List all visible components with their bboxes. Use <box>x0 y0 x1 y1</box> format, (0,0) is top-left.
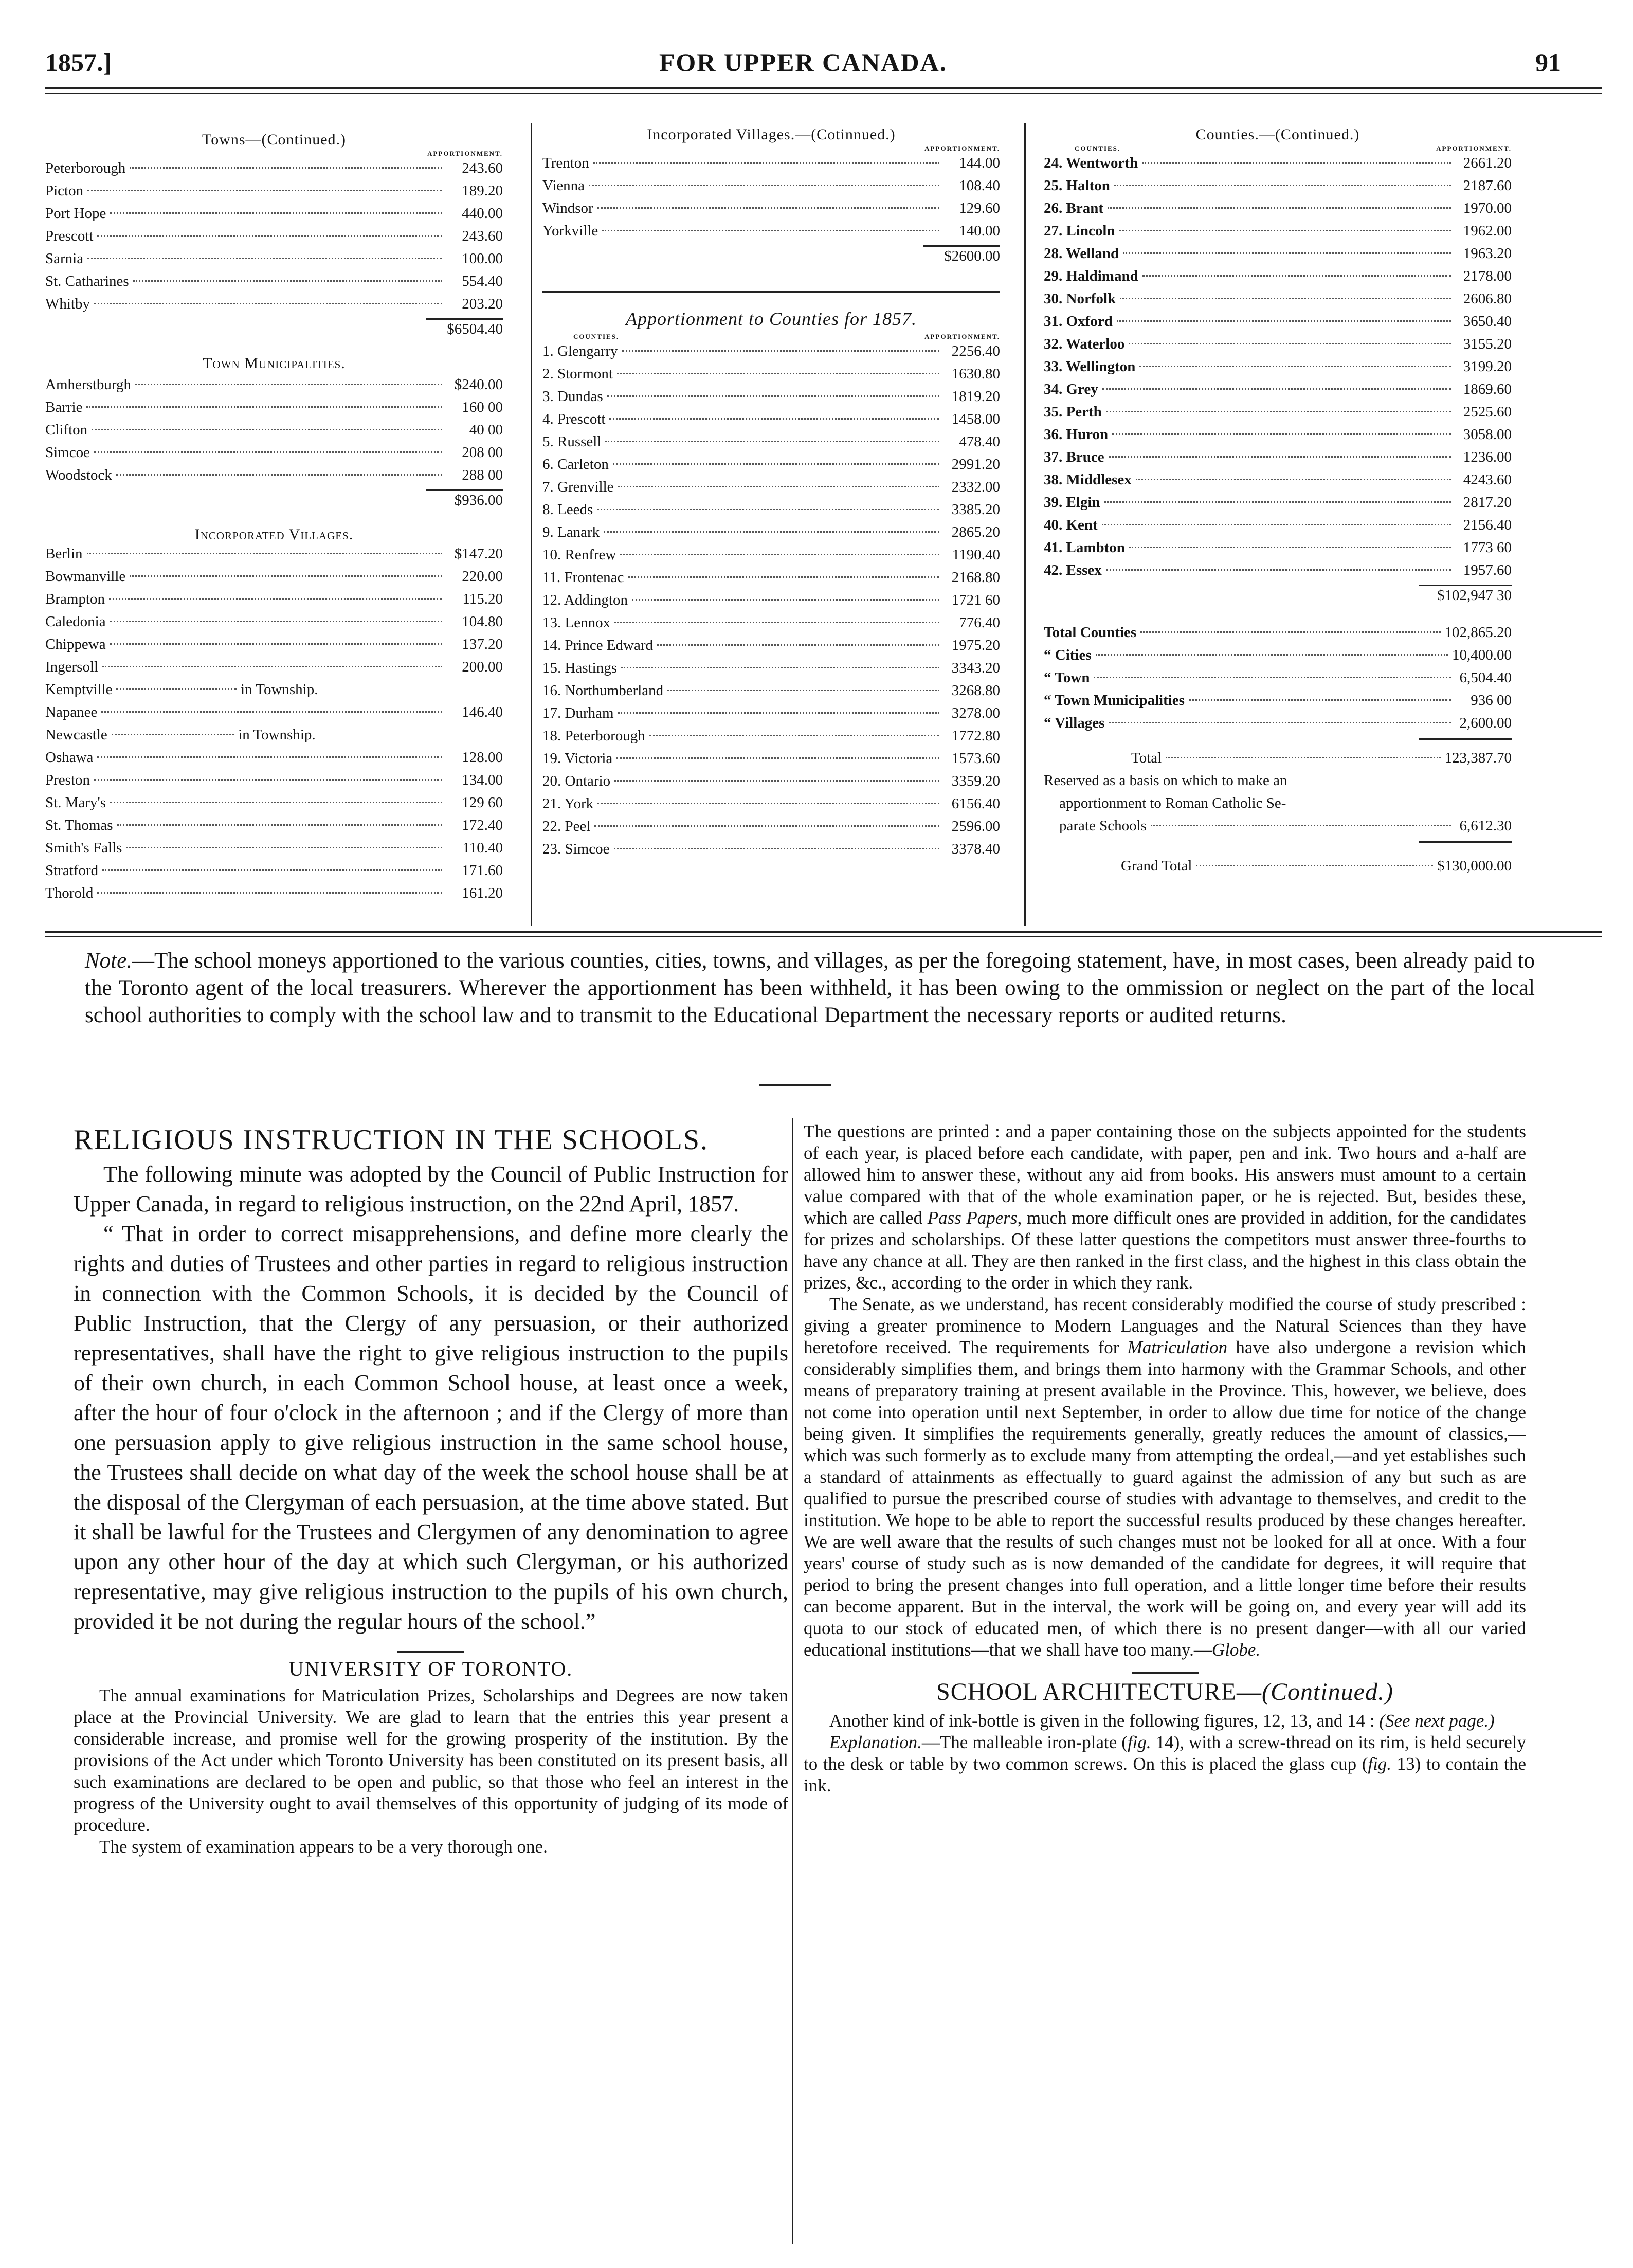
row-label: Vienna <box>542 177 585 194</box>
table-row <box>542 155 1000 177</box>
row-value: 2187.60 <box>1463 177 1512 194</box>
table-row <box>542 728 1000 750</box>
row-value: 220.00 <box>462 568 503 585</box>
row-label: Yorkville <box>542 223 598 239</box>
row-label: 16. Northumberland <box>542 682 664 699</box>
row-value: 3278.00 <box>951 705 1000 721</box>
row-label: Woodstock <box>45 467 112 483</box>
university-title: UNIVERSITY OF TORONTO. <box>288 1657 573 1680</box>
row-value: 6156.40 <box>951 795 1000 812</box>
table-row <box>1044 562 1512 585</box>
counties-cont-col-b: APPORTIONMENT. <box>1436 144 1512 152</box>
row-value: 1630.80 <box>951 366 1000 382</box>
row-value: 4243.60 <box>1463 471 1512 488</box>
table-row <box>542 200 1000 223</box>
row-label: 40. Kent <box>1044 517 1098 533</box>
row-value: 1869.60 <box>1463 381 1512 397</box>
table-row <box>45 228 503 250</box>
table-row <box>1044 268 1512 291</box>
university-paragraph-4: The Senate, as we understand, has recent considerably modified the course of study prescribed : giving a greater prominence to Modern Languages and the Natural Sciences than they have heretofore received. The requirements for Matriculation have also undergone a revision which considerably simplifies them, and brings them into harmony with the Grammar Schools, and other means of preparatory training at present available in the Province. This, however, we believe, does not come into operation until next September, in order to allow due time for notice of the change being given. It simplifies the requirements generally, greatly reduces the amount of classics,—which was such formerly as to exclude many from attempting the ordeal,—and yet establishes such a standard of attainments as effectually to guard against the admission of any but such as are qualified to pursue the prescribed course of studies with advantage to themselves, and credit to the institution. We hope to be able to report the successful results produced by these changes hereafter. We are well aware that the results of such changes must not be looked for all at once. With a four years' course of study such as is now demanded of the candidate for degrees, it will require that period to bring the present changes into full operation, and a little longer time before their results can become apparent. But in the interval, the work will be going on, and every year will add its quota to our stock of educated men, of which there is no present danger—with all our varied educational institutions—that we shall have too many.—Globe. <box>804 1294 1526 1660</box>
row-label: Caledonia <box>45 613 106 630</box>
row-label: 35. Perth <box>1044 404 1102 420</box>
villages-cont-column-head: APPORTIONMENT. <box>924 144 1000 152</box>
row-label: 41. Lambton <box>1044 539 1125 556</box>
counties-cont-total: $102,947 30 <box>1419 585 1512 610</box>
table-row <box>1044 692 1512 715</box>
row-value: 936 00 <box>1471 692 1512 709</box>
table-row <box>45 862 503 885</box>
row-label: 29. Haldimand <box>1044 268 1138 284</box>
note-label: Note. <box>85 949 132 973</box>
table-row <box>45 636 503 659</box>
counties-title: Apportionment to Counties for 1857. <box>626 309 917 329</box>
table-row <box>45 794 503 817</box>
university-paragraph-2: The system of examination appears to be a very thorough one. <box>99 1837 548 1857</box>
row-value: 2156.40 <box>1463 517 1512 533</box>
row-label: Bowmanville <box>45 568 126 585</box>
row-label: 34. Grey <box>1044 381 1098 397</box>
row-label: 2. Stormont <box>542 366 613 382</box>
row-label: 19. Victoria <box>542 750 613 767</box>
row-label: 1. Glengarry <box>542 343 618 359</box>
row-value: 243.60 <box>462 160 503 176</box>
row-value: 200.00 <box>462 659 503 675</box>
reserved-line-2: apportionment to Roman Catholic Se- <box>1059 795 1286 811</box>
row-label: 36. Huron <box>1044 426 1109 443</box>
row-value: 100.00 <box>462 250 503 267</box>
row-note: in Township. <box>238 727 316 743</box>
row-value: 1772.80 <box>951 728 1000 744</box>
table-row <box>542 569 1000 592</box>
row-label: St. Thomas <box>45 817 113 833</box>
row-label: Peterborough <box>45 160 126 176</box>
table-row <box>1044 715 1512 737</box>
header-year: 1857.] <box>45 48 112 77</box>
counties-col-b: APPORTIONMENT. <box>924 333 1000 340</box>
counties-cont-section <box>1044 126 1512 880</box>
table-row <box>45 546 503 568</box>
row-value: 1721 60 <box>951 592 1000 608</box>
row-value: 2178.00 <box>1463 268 1512 284</box>
row-value: 1957.60 <box>1463 562 1512 578</box>
row-label: Kemptville <box>45 681 113 698</box>
towns-table <box>45 160 503 318</box>
row-value: 161.20 <box>462 885 503 901</box>
university-paragraph-3: The questions are printed : and a paper containing those on the subjects appointed for the students of each year, is placed before each candidate, with paper, pen and ink. Two hours and a-half are allowed him to answer these, without any aid from books. His answers must amount to a certain value compared with that of the whole examination paper, or he is rejected. But, besides these, which are called Pass Papers, much more difficult ones are provided in addition, for the candidates for prizes and scholarships. Of these latter questions the competitors must answer three-fourths to have any chance at all. They are then ranked in the first class, and the highest in this class obtain the prizes, &c., according to the order in which they rank. <box>804 1121 1526 1293</box>
towns-section <box>45 131 503 908</box>
row-label: 28. Welland <box>1044 245 1119 262</box>
row-label: 25. Halton <box>1044 177 1110 194</box>
source-globe: Globe. <box>1211 1640 1261 1660</box>
table-row <box>542 479 1000 501</box>
row-label: “ Cities <box>1044 647 1092 663</box>
row-label: 33. Wellington <box>1044 358 1136 375</box>
row-value: 3359.20 <box>951 773 1000 789</box>
table-row <box>542 705 1000 728</box>
table-row <box>45 444 503 467</box>
row-value: 478.40 <box>959 433 1000 450</box>
row-value: 1962.00 <box>1463 223 1512 239</box>
table-row <box>1044 426 1512 449</box>
table-row <box>1044 539 1512 562</box>
column-divider-lower <box>792 1118 793 2244</box>
tables-bottom-rule <box>45 931 1602 933</box>
header-title: FOR UPPER CANADA. <box>659 48 948 77</box>
column-divider <box>1024 123 1026 926</box>
row-label: Amherstburgh <box>45 376 132 393</box>
reserved-line-3: parate Schools 6,612.30 <box>1059 818 1512 834</box>
row-value: 3650.40 <box>1463 313 1512 330</box>
table-row <box>45 273 503 296</box>
table-row <box>1044 517 1512 539</box>
row-label: Clifton <box>45 422 88 438</box>
table-row <box>45 183 503 205</box>
counties-table <box>542 343 1000 863</box>
row-value: 115.20 <box>462 591 503 607</box>
row-label: Sarnia <box>45 250 84 267</box>
table-row <box>1044 624 1512 647</box>
row-label: Oshawa <box>45 749 94 766</box>
table-row <box>45 817 503 840</box>
table-row <box>542 660 1000 682</box>
table-row <box>542 388 1000 411</box>
row-value: 1458.00 <box>951 411 1000 427</box>
table-row <box>542 456 1000 479</box>
table-row <box>542 223 1000 245</box>
row-value: 1190.40 <box>952 547 1000 563</box>
row-value: 288 00 <box>462 467 503 483</box>
table-row <box>542 411 1000 433</box>
table-row <box>45 376 503 399</box>
row-value: $147.20 <box>454 546 503 562</box>
row-label: Brampton <box>45 591 105 607</box>
row-label: Prescott <box>45 228 94 244</box>
row-label: Smith's Falls <box>45 840 122 856</box>
row-label: Whitby <box>45 296 90 312</box>
table-row <box>542 750 1000 773</box>
row-label: Berlin <box>45 546 83 562</box>
table-row <box>45 840 503 862</box>
table-row <box>1044 200 1512 223</box>
table-row <box>1044 404 1512 426</box>
row-label: 20. Ontario <box>542 773 611 789</box>
row-label: Trenton <box>542 155 589 171</box>
table-row <box>45 467 503 489</box>
town-municipalities-title: Town Municipalities. <box>203 355 346 372</box>
row-label: 8. Leeds <box>542 501 593 518</box>
villages-title: Incorporated Villages. <box>194 526 354 543</box>
table-row <box>1044 647 1512 669</box>
table-row <box>45 568 503 591</box>
row-label: Windsor <box>542 200 593 216</box>
row-value: 1963.20 <box>1463 245 1512 262</box>
row-value: 2606.80 <box>1463 291 1512 307</box>
counties-cont-col-a: COUNTIES. <box>1075 144 1121 152</box>
row-label: Total Counties <box>1044 624 1137 641</box>
row-value: 3199.20 <box>1463 358 1512 375</box>
row-label: St. Catharines <box>45 273 129 289</box>
row-note: in Township. <box>240 681 318 698</box>
row-value: 2525.60 <box>1463 404 1512 420</box>
table-row <box>542 614 1000 637</box>
page-header <box>45 47 1561 88</box>
row-value: 3343.20 <box>951 660 1000 676</box>
row-value: 108.40 <box>959 177 1000 194</box>
table-row <box>1044 381 1512 404</box>
grand-total-row: Grand Total $130,000.00 <box>1121 858 1512 874</box>
row-label: 31. Oxford <box>1044 313 1113 330</box>
towns-total: $6504.40 <box>426 318 503 343</box>
row-value: 1975.20 <box>951 637 1000 654</box>
row-label: 11. Frontenac <box>542 569 624 586</box>
row-value: 208 00 <box>462 444 503 461</box>
table-row <box>1044 223 1512 245</box>
table-row <box>45 885 503 908</box>
row-value: 129 60 <box>462 794 503 811</box>
summary-total-row: Total 123,387.70 <box>1131 750 1512 766</box>
row-label: 32. Waterloo <box>1044 336 1125 352</box>
row-label: “ Villages <box>1044 715 1105 731</box>
town-municipalities-table <box>45 376 503 489</box>
short-separator <box>759 1084 831 1086</box>
row-label: 23. Simcoe <box>542 841 610 857</box>
villages-cont-table <box>542 155 1000 245</box>
counties-section <box>542 126 1000 863</box>
table-row <box>542 524 1000 547</box>
villages-table <box>45 546 503 908</box>
row-value: 172.40 <box>462 817 503 833</box>
row-label: 13. Lennox <box>542 614 611 631</box>
row-label: Newcastle <box>45 727 107 743</box>
row-label: 22. Peel <box>542 818 591 834</box>
row-label: 4. Prescott <box>542 411 606 427</box>
table-row <box>1044 471 1512 494</box>
row-value: 10,400.00 <box>1452 647 1512 663</box>
row-label: 21. York <box>542 795 594 812</box>
summary-table <box>1044 624 1512 737</box>
row-value: 3155.20 <box>1463 336 1512 352</box>
row-value: 6,504.40 <box>1459 669 1512 686</box>
row-value: 2596.00 <box>951 818 1000 834</box>
row-label: 38. Middlesex <box>1044 471 1132 488</box>
table-row <box>1044 336 1512 358</box>
row-label: 7. Grenville <box>542 479 614 495</box>
table-row <box>45 749 503 772</box>
row-value: 137.20 <box>462 636 503 652</box>
row-label: 3. Dundas <box>542 388 603 405</box>
column-divider <box>531 123 532 926</box>
table-row <box>542 177 1000 200</box>
row-value: 776.40 <box>959 614 1000 631</box>
row-label: 10. Renfrew <box>542 547 616 563</box>
table-row <box>45 205 503 228</box>
table-row <box>45 591 503 613</box>
table-row <box>45 704 503 727</box>
row-value: 2661.20 <box>1463 155 1512 171</box>
row-label: 9. Lanark <box>542 524 600 540</box>
table-row <box>45 422 503 444</box>
table-row <box>542 773 1000 795</box>
note-paragraph <box>85 947 1535 1029</box>
table-row <box>542 841 1000 863</box>
row-value: 1819.20 <box>951 388 1000 405</box>
table-row <box>1044 358 1512 381</box>
row-label: 37. Bruce <box>1044 449 1104 465</box>
table-row <box>45 727 503 749</box>
row-value: 3378.40 <box>951 841 1000 857</box>
towns-title: Towns—(Continued.) <box>202 131 347 148</box>
row-label: Chippewa <box>45 636 106 652</box>
table-row <box>542 547 1000 569</box>
row-value: 1573.60 <box>951 750 1000 767</box>
religious-paragraph-1: The following minute was adopted by the Council of Public Instruction for Upper Canada, in regard to religious instruction, on the 22nd April, 1857. <box>74 1162 788 1217</box>
row-label: Preston <box>45 772 90 788</box>
row-value: 171.60 <box>462 862 503 879</box>
note-text: —The school moneys apportioned to the various counties, cities, towns, and villages, as per the foregoing statement, have, in most cases, been already paid to the Toronto agent of the local treasurers. Wherever the apportionment has been withheld, it has been owing to the ommission or neglect on the part of the local school authorities to comply with the school law and to transmit to the Educational Department the necessary reports or audited returns. <box>85 949 1535 1027</box>
row-label: Thorold <box>45 885 94 901</box>
row-value: 128.00 <box>462 749 503 766</box>
table-row <box>45 772 503 794</box>
row-label: 12. Addington <box>542 592 628 608</box>
row-label: “ Town <box>1044 669 1090 686</box>
row-value: 1970.00 <box>1463 200 1512 216</box>
row-value: 40 00 <box>469 422 503 438</box>
row-value: 3268.80 <box>951 682 1000 699</box>
section-rule <box>542 291 1000 293</box>
table-row <box>1044 313 1512 336</box>
reserved-line-1: Reserved as a basis on which to make an <box>1044 772 1287 789</box>
row-label: 6. Carleton <box>542 456 609 473</box>
row-value: $240.00 <box>454 376 503 393</box>
row-value: 203.20 <box>462 296 503 312</box>
university-article-continued <box>804 1121 1526 2257</box>
villages-cont-total: $2600.00 <box>923 245 1000 270</box>
table-row <box>45 160 503 183</box>
row-value: 146.40 <box>462 704 503 720</box>
row-label: 15. Hastings <box>542 660 617 676</box>
university-paragraph-1: The annual examinations for Matriculation Prizes, Scholarships and Degrees are now taken place at the Provincial University. We are glad to learn that the entries this year present a considerable increase, and promise well for the growing prosperity of the institution. By the provisions of the Act under which Toronto University has been constituted on its present basis, all such examinations are declared to be open and public, so that those who feel an interest in the progress of the University ought to avail themselves of this opportunity of judging of its mode of procedure. <box>74 1685 788 1835</box>
row-label: Barrie <box>45 399 83 415</box>
architecture-paragraph-1: Another kind of ink-bottle is given in the following figures, 12, 13, and 14 : (See next page.) <box>829 1711 1495 1731</box>
villages-cont-title: Incorporated Villages.—(Cotinnued.) <box>647 126 896 143</box>
table-row <box>542 592 1000 614</box>
row-value: 2991.20 <box>951 456 1000 473</box>
table-row <box>542 501 1000 524</box>
table-row <box>1044 245 1512 268</box>
header-rule-thin <box>45 93 1602 94</box>
row-value: 2,600.00 <box>1459 715 1512 731</box>
table-row <box>1044 669 1512 692</box>
row-value: 1773 60 <box>1463 539 1512 556</box>
row-value: 140.00 <box>959 223 1000 239</box>
row-value: 3385.20 <box>951 501 1000 518</box>
row-value: 102,865.20 <box>1444 624 1512 641</box>
table-row <box>1044 177 1512 200</box>
religious-paragraph-2: “ That in order to correct misapprehensions, and define more clearly the rights and duties of Trustees and other parties in regard to religious instruction in connection with the Common Schools, it is decided by the Council of Public Instruction, that the Clergy of any persuasion, or their authorized representatives, shall have the right to give religious instruction to the pupils of their own church, in each Common School house, at least once a week, after the hour of four o'clock in the afternoon ; and if the Clergy of more than one persuasion apply to give religious instruction in the same school house, the Trustees shall decide on what day of the week the school house shall be at the disposal of the Clergyman of each persuasion, at the time above stated. But it shall be lawful for the Trustees and Clergymen of any denomination to agree upon any other hour of the day at which such Clergyman, or his authorized representative, may give religious instruction to the pupils of his own church, provided it be not during the regular hours of the school.” <box>74 1221 788 1634</box>
row-value: 160 00 <box>462 399 503 415</box>
table-row <box>45 613 503 636</box>
row-value: 2865.20 <box>951 524 1000 540</box>
row-label: Napanee <box>45 704 98 720</box>
row-label: 17. Durham <box>542 705 614 721</box>
row-label: 5. Russell <box>542 433 602 450</box>
row-value: 2168.80 <box>951 569 1000 586</box>
row-value: 104.80 <box>462 613 503 630</box>
table-row <box>45 296 503 318</box>
row-label: 18. Peterborough <box>542 728 645 744</box>
row-label: St. Mary's <box>45 794 106 811</box>
row-value: 1236.00 <box>1463 449 1512 465</box>
row-value: 189.20 <box>462 183 503 199</box>
row-value: 129.60 <box>959 200 1000 216</box>
table-row <box>45 250 503 273</box>
row-value: 243.60 <box>462 228 503 244</box>
table-row <box>542 795 1000 818</box>
row-value: 2817.20 <box>1463 494 1512 511</box>
header-page-number: 91 <box>1535 48 1561 77</box>
row-label: 14. Prince Edward <box>542 637 654 654</box>
architecture-paragraph-2: Explanation.—The malleable iron-plate (fig. 14), with a screw-thread on its rim, is held securely to the desk or table by two common screws. On this is placed the glass cup (fig. 13) to contain the ink. <box>804 1732 1526 1795</box>
row-value: 2332.00 <box>951 479 1000 495</box>
row-label: Simcoe <box>45 444 90 461</box>
row-value: 110.40 <box>462 840 503 856</box>
row-label: 42. Essex <box>1044 562 1102 578</box>
table-row <box>45 399 503 422</box>
row-value: 144.00 <box>959 155 1000 171</box>
row-value: 134.00 <box>462 772 503 788</box>
table-row <box>1044 449 1512 471</box>
architecture-title: SCHOOL ARCHITECTURE—(Continued.) <box>936 1678 1393 1705</box>
religious-instruction-article <box>74 1123 788 2255</box>
table-row <box>542 343 1000 366</box>
religious-title: RELIGIOUS INSTRUCTION IN THE SCHOOLS. <box>74 1124 709 1156</box>
row-label: “ Town Municipalities <box>1044 692 1185 709</box>
counties-cont-table <box>1044 155 1512 585</box>
table-row <box>45 681 503 704</box>
table-row <box>1044 155 1512 177</box>
table-row <box>542 433 1000 456</box>
table-row <box>1044 494 1512 517</box>
row-label: Ingersoll <box>45 659 99 675</box>
table-row <box>542 366 1000 388</box>
row-label: 27. Lincoln <box>1044 223 1115 239</box>
row-label: 39. Elgin <box>1044 494 1100 511</box>
towns-column-head: APPORTIONMENT. <box>427 150 503 157</box>
row-label: 24. Wentworth <box>1044 155 1138 171</box>
row-label: 26. Brant <box>1044 200 1103 216</box>
table-row <box>542 818 1000 841</box>
row-value: 440.00 <box>462 205 503 222</box>
tables-bottom-rule-thin <box>45 936 1602 937</box>
counties-col-a: COUNTIES. <box>573 333 620 340</box>
counties-cont-title: Counties.—(Continued.) <box>1195 126 1360 143</box>
row-label: 30. Norfolk <box>1044 291 1116 307</box>
town-municipalities-total: $936.00 <box>426 489 503 515</box>
table-row <box>542 682 1000 705</box>
row-label: Port Hope <box>45 205 106 222</box>
table-row <box>45 659 503 681</box>
table-row <box>1044 291 1512 313</box>
table-row <box>542 637 1000 660</box>
row-value: 554.40 <box>462 273 503 289</box>
row-value: 2256.40 <box>951 343 1000 359</box>
row-value: 3058.00 <box>1463 426 1512 443</box>
row-label: Stratford <box>45 862 99 879</box>
header-rule <box>45 87 1602 89</box>
row-label: Picton <box>45 183 84 199</box>
